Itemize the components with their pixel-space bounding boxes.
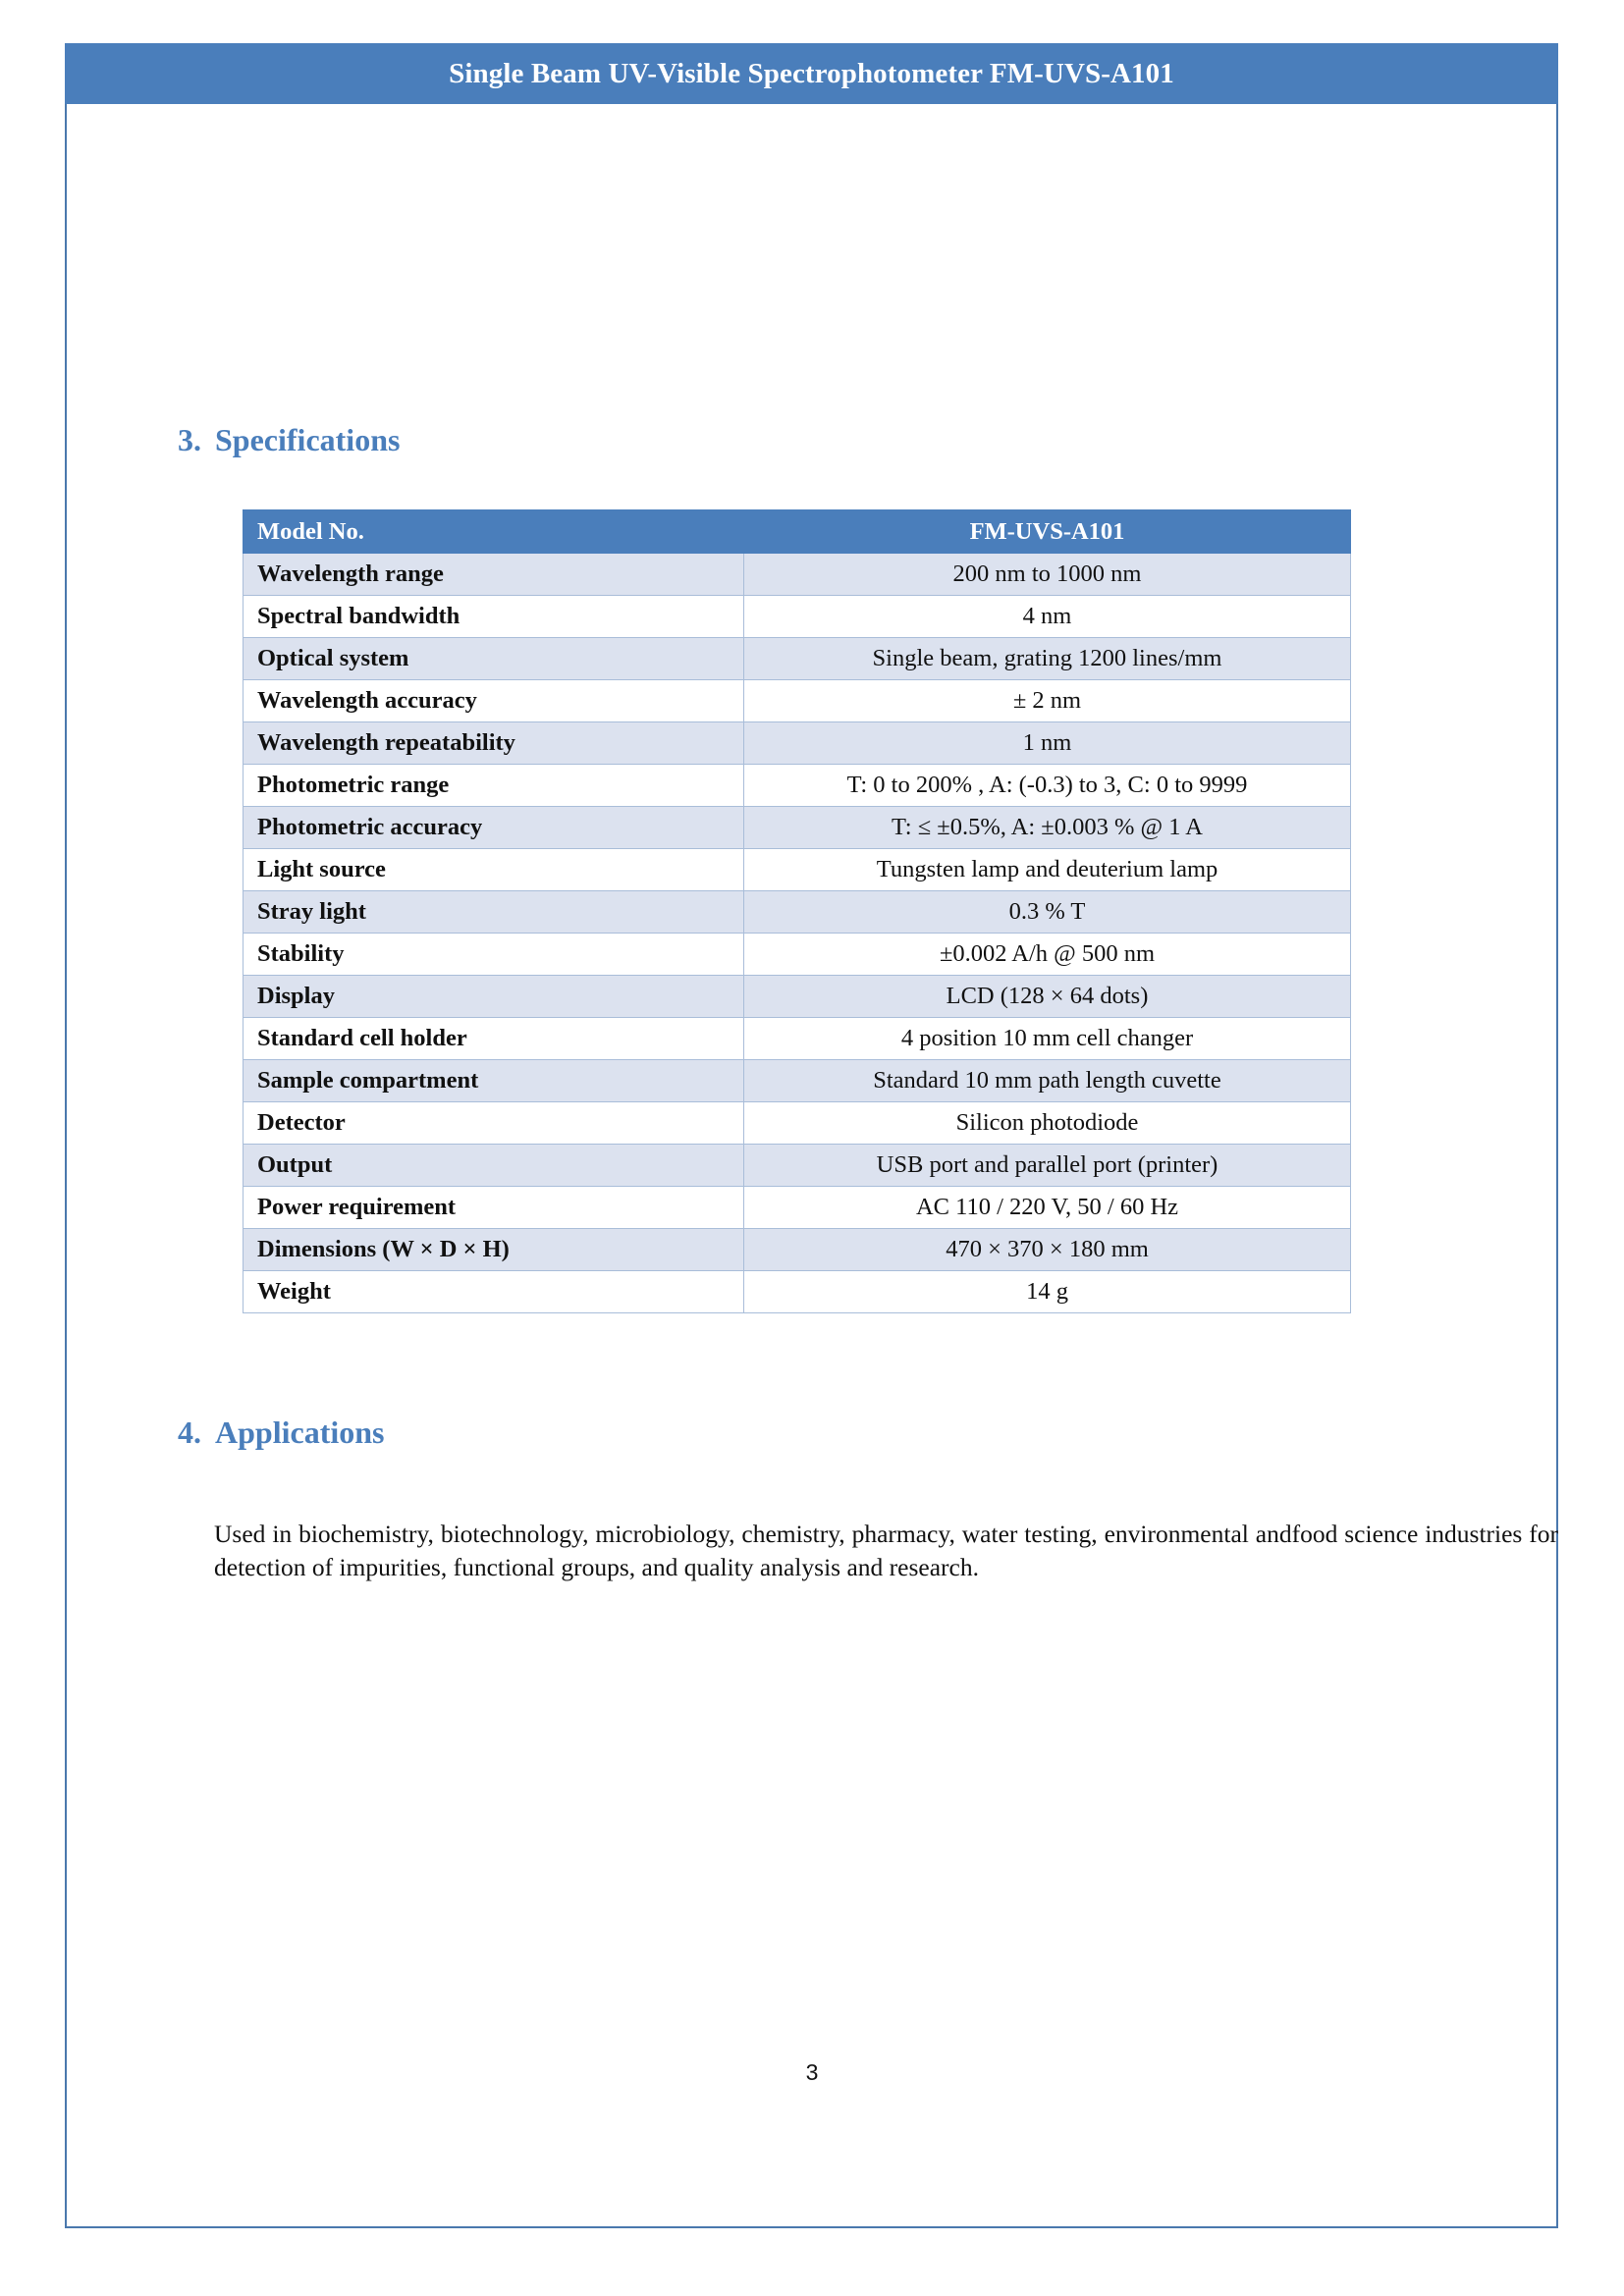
spec-value: AC 110 / 220 V, 50 / 60 Hz [744, 1187, 1351, 1229]
spec-label: Photometric accuracy [244, 807, 744, 849]
spec-label: Photometric range [244, 765, 744, 807]
table-row [244, 680, 1351, 722]
table-header-value: FM-UVS-A101 [744, 510, 1351, 554]
table-row [244, 1145, 1351, 1187]
specifications-table [243, 509, 1351, 1313]
spec-value: 1 nm [744, 722, 1351, 765]
table-row [244, 1060, 1351, 1102]
page-number: 3 [805, 2059, 819, 2085]
spec-label: Weight [244, 1271, 744, 1313]
applications-body-text: Used in biochemistry, biotechnology, microbiology, chemistry, pharmacy, water testing, environmental andfood science industries for detection of impurities, functional groups, and quality analysis and research. [214, 1520, 1558, 1581]
spec-value: 0.3 % T [744, 891, 1351, 934]
specifications-table-body [244, 554, 1351, 1313]
spec-label: Light source [244, 849, 744, 891]
table-row [244, 596, 1351, 638]
spec-label: Spectral bandwidth [244, 596, 744, 638]
spec-label: Sample compartment [244, 1060, 744, 1102]
spec-value: LCD (128 × 64 dots) [744, 976, 1351, 1018]
table-row [244, 722, 1351, 765]
table-row [244, 638, 1351, 680]
spec-value: T: 0 to 200% , A: (-0.3) to 3, C: 0 to 9999 [744, 765, 1351, 807]
spec-value: Single beam, grating 1200 lines/mm [744, 638, 1351, 680]
heading-applications-number: 4. [178, 1415, 201, 1450]
spec-value: 470 × 370 × 180 mm [744, 1229, 1351, 1271]
spec-label: Optical system [244, 638, 744, 680]
spec-label: Power requirement [244, 1187, 744, 1229]
heading-specifications-title: Specifications [215, 422, 401, 457]
spec-value: ± 2 nm [744, 680, 1351, 722]
spec-value: Silicon photodiode [744, 1102, 1351, 1145]
spec-label: Stability [244, 934, 744, 976]
table-row [244, 976, 1351, 1018]
spec-value: T: ≤ ±0.5%, A: ±0.003 % @ 1 A [744, 807, 1351, 849]
table-row [244, 1271, 1351, 1313]
spec-value: Standard 10 mm path length cuvette [744, 1060, 1351, 1102]
table-row [244, 1102, 1351, 1145]
spec-label: Standard cell holder [244, 1018, 744, 1060]
document-title: Single Beam UV-Visible Spectrophotometer FM-UVS-A101 [449, 57, 1174, 89]
spec-value: 14 g [744, 1271, 1351, 1313]
heading-specifications-number: 3. [178, 422, 201, 457]
table-row [244, 1018, 1351, 1060]
table-row [244, 1229, 1351, 1271]
spec-value: 4 position 10 mm cell changer [744, 1018, 1351, 1060]
table-row [244, 554, 1351, 596]
spec-value: 200 nm to 1000 nm [744, 554, 1351, 596]
spec-value: 4 nm [744, 596, 1351, 638]
spec-value: USB port and parallel port (printer) [744, 1145, 1351, 1187]
heading-applications [178, 1415, 384, 1451]
document-title-banner [65, 43, 1558, 104]
spec-label: Display [244, 976, 744, 1018]
heading-applications-title: Applications [215, 1415, 385, 1450]
spec-label: Output [244, 1145, 744, 1187]
table-row [244, 934, 1351, 976]
table-row [244, 807, 1351, 849]
spec-label: Wavelength range [244, 554, 744, 596]
table-row [244, 765, 1351, 807]
table-row [244, 1187, 1351, 1229]
spec-label: Wavelength accuracy [244, 680, 744, 722]
spec-label: Detector [244, 1102, 744, 1145]
table-row [244, 849, 1351, 891]
spec-value: ±0.002 A/h @ 500 nm [744, 934, 1351, 976]
spec-value: Tungsten lamp and deuterium lamp [744, 849, 1351, 891]
spec-label: Stray light [244, 891, 744, 934]
table-row [244, 891, 1351, 934]
table-header-label: Model No. [244, 510, 744, 554]
heading-specifications [178, 422, 400, 458]
table-header-row [244, 510, 1351, 554]
spec-label: Wavelength repeatability [244, 722, 744, 765]
spec-label: Dimensions (W × D × H) [244, 1229, 744, 1271]
